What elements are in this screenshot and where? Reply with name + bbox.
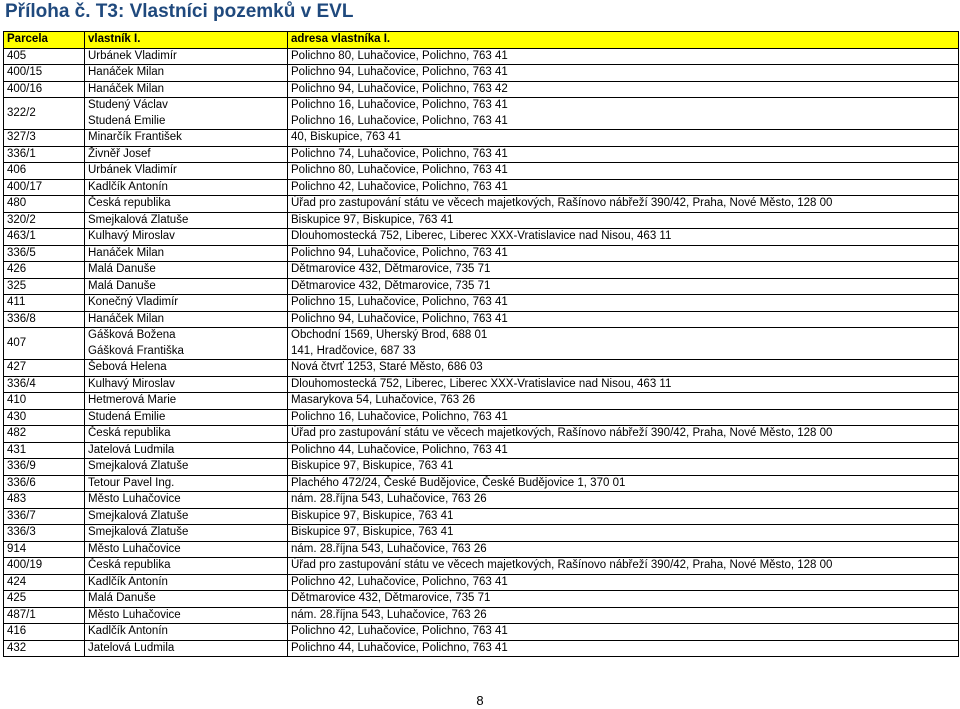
table-row xyxy=(4,212,959,229)
table-row xyxy=(4,344,959,360)
table-row xyxy=(4,574,959,591)
cell-parcel: 480 xyxy=(4,196,85,213)
cell-owner-name: Hanáček Milan xyxy=(85,65,288,82)
cell-owner-name: Jatelová Ludmila xyxy=(85,442,288,459)
table-row xyxy=(4,81,959,98)
cell-owner-name: Malá Danuše xyxy=(85,591,288,608)
cell-parcel: 432 xyxy=(4,640,85,657)
cell-owner-name: Hanáček Milan xyxy=(85,311,288,328)
table-row xyxy=(4,179,959,196)
cell-owner-name: Gášková Františka xyxy=(85,344,288,360)
cell-owner-name: Město Luhačovice xyxy=(85,492,288,509)
cell-owner-address: Dětmarovice 432, Dětmarovice, 735 71 xyxy=(288,591,959,608)
table-row xyxy=(4,492,959,509)
cell-owner-address: Polichno 42, Luhačovice, Polichno, 763 41 xyxy=(288,574,959,591)
page-number: 8 xyxy=(476,693,484,708)
cell-parcel: 327/3 xyxy=(4,130,85,147)
table-row xyxy=(4,624,959,641)
cell-parcel: 406 xyxy=(4,163,85,180)
cell-owner-address: nám. 28.října 543, Luhačovice, 763 26 xyxy=(288,607,959,624)
cell-owner-name: Gášková Božena xyxy=(85,328,288,344)
table-row xyxy=(4,376,959,393)
cell-parcel: 424 xyxy=(4,574,85,591)
cell-parcel: 320/2 xyxy=(4,212,85,229)
cell-owner-name: Kadlčík Antonín xyxy=(85,574,288,591)
cell-owner-address: Polichno 44, Luhačovice, Polichno, 763 41 xyxy=(288,442,959,459)
cell-owner-name: Smejkalová Zlatuše xyxy=(85,212,288,229)
cell-owner-name: Smejkalová Zlatuše xyxy=(85,525,288,542)
table-row xyxy=(4,360,959,377)
table-row xyxy=(4,640,959,657)
cell-parcel: 425 xyxy=(4,591,85,608)
cell-owner-name: Studená Emilie xyxy=(85,114,288,130)
cell-owner-address: nám. 28.října 543, Luhačovice, 763 26 xyxy=(288,492,959,509)
table-row xyxy=(4,278,959,295)
cell-parcel: 483 xyxy=(4,492,85,509)
cell-owner-address: Polichno 16, Luhačovice, Polichno, 763 41 xyxy=(288,98,959,114)
cell-owner-address: Polichno 42, Luhačovice, Polichno, 763 41 xyxy=(288,179,959,196)
cell-owner-address: Dětmarovice 432, Dětmarovice, 735 71 xyxy=(288,278,959,295)
cell-parcel: 400/19 xyxy=(4,558,85,575)
cell-parcel: 336/8 xyxy=(4,311,85,328)
cell-parcel: 431 xyxy=(4,442,85,459)
cell-parcel: 336/7 xyxy=(4,508,85,525)
table-row xyxy=(4,311,959,328)
table-row xyxy=(4,262,959,279)
cell-parcel: 336/1 xyxy=(4,146,85,163)
cell-parcel: 426 xyxy=(4,262,85,279)
column-header-parcel: Parcela xyxy=(4,32,85,49)
cell-owner-address: Úřad pro zastupování státu ve věcech majetkových, Rašínovo nábřeží 390/42, Praha, Nové Město, 128 00 xyxy=(288,196,959,213)
cell-owner-name: Malá Danuše xyxy=(85,278,288,295)
cell-owner-name: Konečný Vladimír xyxy=(85,295,288,312)
cell-owner-name: Studený Václav xyxy=(85,98,288,114)
cell-owner-name: Urbánek Vladimír xyxy=(85,163,288,180)
table-row xyxy=(4,245,959,262)
cell-parcel: 400/16 xyxy=(4,81,85,98)
cell-owner-address: Polichno 80, Luhačovice, Polichno, 763 41 xyxy=(288,48,959,65)
cell-owner-address: Masarykova 54, Luhačovice, 763 26 xyxy=(288,393,959,410)
cell-owner-name: Hanáček Milan xyxy=(85,81,288,98)
cell-owner-address: Polichno 42, Luhačovice, Polichno, 763 41 xyxy=(288,624,959,641)
cell-owner-name: Kadlčík Antonín xyxy=(85,624,288,641)
cell-owner-name: Hetmerová Marie xyxy=(85,393,288,410)
cell-owner-address: Polichno 74, Luhačovice, Polichno, 763 41 xyxy=(288,146,959,163)
cell-owner-name: Česká republika xyxy=(85,426,288,443)
cell-owner-address: Polichno 16, Luhačovice, Polichno, 763 41 xyxy=(288,409,959,426)
cell-owner-address: Biskupice 97, Biskupice, 763 41 xyxy=(288,508,959,525)
cell-owner-name: Živněř Josef xyxy=(85,146,288,163)
cell-owner-name: Urbánek Vladimír xyxy=(85,48,288,65)
cell-parcel: 487/1 xyxy=(4,607,85,624)
table-row xyxy=(4,591,959,608)
cell-owner-address: Úřad pro zastupování státu ve věcech majetkových, Rašínovo nábřeží 390/42, Praha, Nové Město, 128 00 xyxy=(288,558,959,575)
table-row xyxy=(4,48,959,65)
table-row xyxy=(4,295,959,312)
cell-owner-address: Polichno 80, Luhačovice, Polichno, 763 41 xyxy=(288,163,959,180)
table-row xyxy=(4,130,959,147)
cell-parcel: 427 xyxy=(4,360,85,377)
cell-owner-address: Biskupice 97, Biskupice, 763 41 xyxy=(288,525,959,542)
column-header-owner: vlastník I. xyxy=(85,32,288,49)
cell-parcel: 463/1 xyxy=(4,229,85,246)
cell-owner-name: Malá Danuše xyxy=(85,262,288,279)
cell-parcel: 400/17 xyxy=(4,179,85,196)
cell-parcel: 416 xyxy=(4,624,85,641)
cell-parcel: 325 xyxy=(4,278,85,295)
owners-table xyxy=(3,31,959,657)
cell-owner-name: Česká republika xyxy=(85,558,288,575)
cell-parcel: 336/9 xyxy=(4,459,85,476)
table-row xyxy=(4,229,959,246)
table-row xyxy=(4,558,959,575)
cell-owner-address: Polichno 44, Luhačovice, Polichno, 763 41 xyxy=(288,640,959,657)
cell-owner-name: Město Luhačovice xyxy=(85,607,288,624)
cell-parcel: 410 xyxy=(4,393,85,410)
cell-owner-name: Šebová Helena xyxy=(85,360,288,377)
cell-owner-address: Obchodní 1569, Uherský Brod, 688 01 xyxy=(288,328,959,344)
table-row xyxy=(4,98,959,114)
table-row xyxy=(4,393,959,410)
cell-owner-name: Jatelová Ludmila xyxy=(85,640,288,657)
cell-owner-address: nám. 28.října 543, Luhačovice, 763 26 xyxy=(288,541,959,558)
cell-owner-name: Město Luhačovice xyxy=(85,541,288,558)
cell-owner-name: Minarčík František xyxy=(85,130,288,147)
cell-owner-name: Studená Emilie xyxy=(85,409,288,426)
column-header-address: adresa vlastníka I. xyxy=(288,32,959,49)
cell-parcel: 411 xyxy=(4,295,85,312)
cell-owner-name: Kulhavý Miroslav xyxy=(85,229,288,246)
cell-owner-name: Smejkalová Zlatuše xyxy=(85,459,288,476)
table-row xyxy=(4,146,959,163)
cell-parcel: 407 xyxy=(4,328,85,360)
cell-owner-address: Polichno 94, Luhačovice, Polichno, 763 42 xyxy=(288,81,959,98)
cell-owner-address: Biskupice 97, Biskupice, 763 41 xyxy=(288,212,959,229)
cell-owner-address: Plachého 472/24, České Budějovice, České Budějovice 1, 370 01 xyxy=(288,475,959,492)
cell-owner-name: Hanáček Milan xyxy=(85,245,288,262)
owners-table-body xyxy=(4,48,959,657)
cell-owner-address: Dlouhomostecká 752, Liberec, Liberec XXX-Vratislavice nad Nisou, 463 11 xyxy=(288,229,959,246)
table-header-row xyxy=(4,32,959,49)
table-row xyxy=(4,409,959,426)
cell-owner-name: Česká republika xyxy=(85,196,288,213)
cell-owner-name: Kulhavý Miroslav xyxy=(85,376,288,393)
page-title: Příloha č. T3: Vlastníci pozemků v EVL xyxy=(5,1,354,22)
cell-owner-address: Polichno 94, Luhačovice, Polichno, 763 41 xyxy=(288,65,959,82)
cell-parcel: 405 xyxy=(4,48,85,65)
cell-owner-address: Úřad pro zastupování státu ve věcech majetkových, Rašínovo nábřeží 390/42, Praha, Nové Město, 128 00 xyxy=(288,426,959,443)
table-row xyxy=(4,196,959,213)
cell-owner-address: Nová čtvrť 1253, Staré Město, 686 03 xyxy=(288,360,959,377)
cell-owner-name: Smejkalová Zlatuše xyxy=(85,508,288,525)
table-row xyxy=(4,541,959,558)
table-row xyxy=(4,65,959,82)
cell-owner-address: Dětmarovice 432, Dětmarovice, 735 71 xyxy=(288,262,959,279)
cell-owner-address: Polichno 16, Luhačovice, Polichno, 763 41 xyxy=(288,114,959,130)
table-row xyxy=(4,328,959,344)
table-row xyxy=(4,508,959,525)
table-row xyxy=(4,525,959,542)
cell-owner-address: Polichno 94, Luhačovice, Polichno, 763 41 xyxy=(288,245,959,262)
table-row xyxy=(4,442,959,459)
cell-owner-address: 40, Biskupice, 763 41 xyxy=(288,130,959,147)
table-row xyxy=(4,426,959,443)
cell-owner-address: Polichno 15, Luhačovice, Polichno, 763 41 xyxy=(288,295,959,312)
table-row xyxy=(4,459,959,476)
cell-owner-address: Polichno 94, Luhačovice, Polichno, 763 41 xyxy=(288,311,959,328)
cell-parcel: 336/6 xyxy=(4,475,85,492)
table-row xyxy=(4,607,959,624)
cell-owner-name: Kadlčík Antonín xyxy=(85,179,288,196)
cell-parcel: 914 xyxy=(4,541,85,558)
cell-parcel: 336/4 xyxy=(4,376,85,393)
cell-owner-address: Dlouhomostecká 752, Liberec, Liberec XXX-Vratislavice nad Nisou, 463 11 xyxy=(288,376,959,393)
cell-parcel: 400/15 xyxy=(4,65,85,82)
table-row xyxy=(4,475,959,492)
cell-parcel: 336/3 xyxy=(4,525,85,542)
table-row xyxy=(4,114,959,130)
table-row xyxy=(4,163,959,180)
cell-owner-name: Tetour Pavel Ing. xyxy=(85,475,288,492)
cell-owner-address: Biskupice 97, Biskupice, 763 41 xyxy=(288,459,959,476)
cell-parcel: 430 xyxy=(4,409,85,426)
cell-parcel: 336/5 xyxy=(4,245,85,262)
cell-owner-address: 141, Hradčovice, 687 33 xyxy=(288,344,959,360)
cell-parcel: 482 xyxy=(4,426,85,443)
cell-parcel: 322/2 xyxy=(4,98,85,130)
